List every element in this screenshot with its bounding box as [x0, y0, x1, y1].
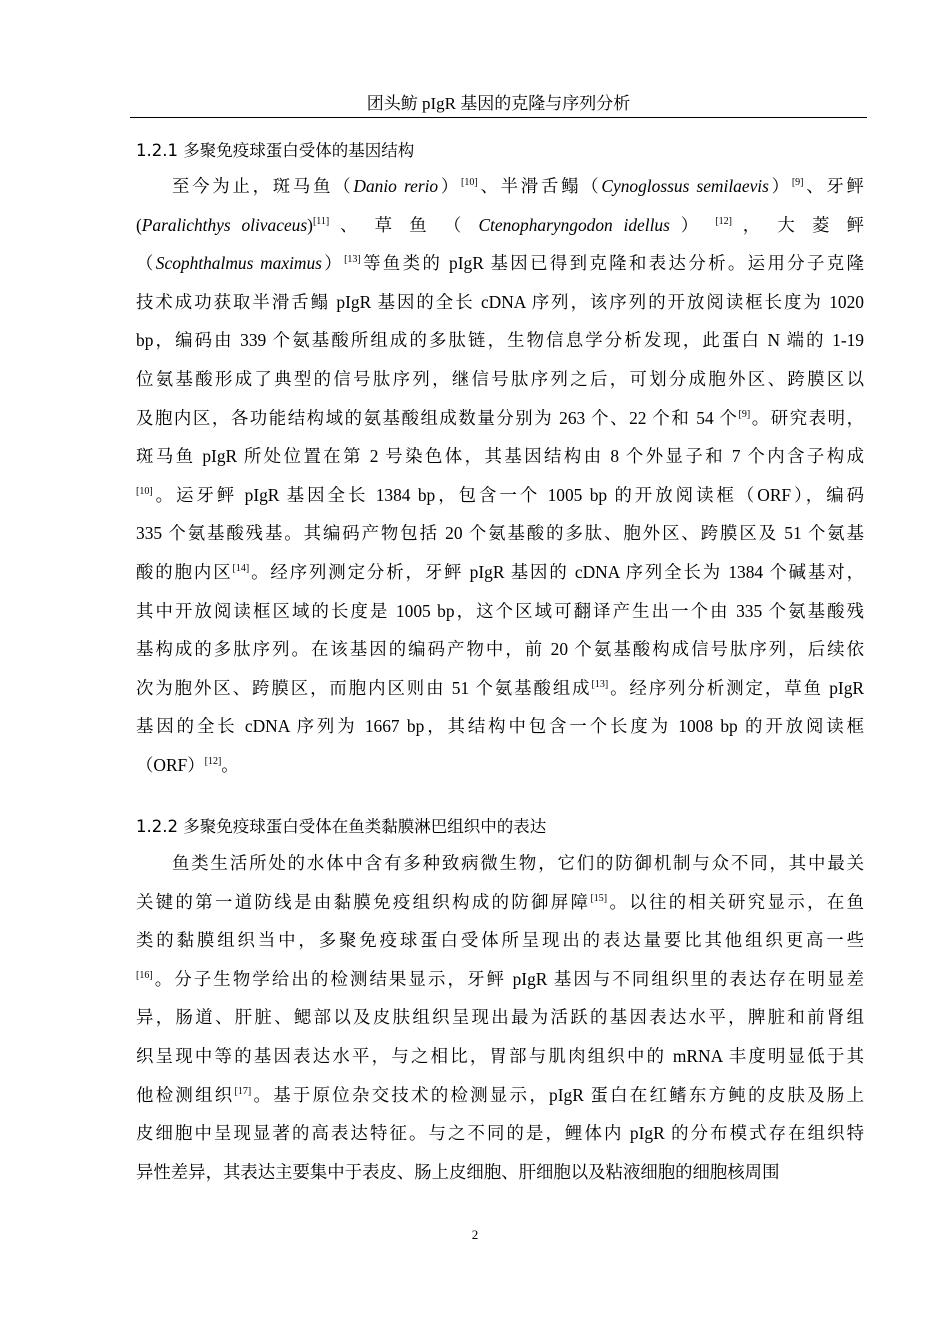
page-number: 2 — [471, 1227, 479, 1242]
citation-ref: [13] — [591, 678, 609, 690]
text-line: [16]。分子生物学给出的检测结果显示，牙鲆 pIgR 基因与不同组织里的表达存在明显差 — [136, 968, 864, 989]
text-line: 至今为止，斑马鱼（Danio rerio）[10]、半滑舌鳎（Cynoglossus semilaevis）[9]、牙鲆 — [172, 176, 864, 196]
species-name: Ctenopharyngodon idellus — [478, 214, 670, 235]
text-line: 异性差异，其表达主要集中于表皮、肠上皮细胞、肝细胞以及粘液细胞的细胞核周围 — [136, 1161, 780, 1182]
text-line: 基构成的多肽序列。在该基因的编码产物中，前 20 个氨基酸构成信号肽序列，后续依 — [136, 639, 864, 660]
text-line: 类的黏膜组织当中，多聚免疫球蛋白受体所呈现出的表达量要比其他组织更高一些 — [136, 930, 864, 951]
text-line: 关键的第一道防线是由黏膜免疫组织构成的防御屏障[15]。以往的相关研究显示，在鱼 — [136, 891, 864, 912]
section-body-1-2-2 — [136, 844, 864, 1191]
section-heading-1-2-2: 1.2.2 多聚免疫球蛋白受体在鱼类黏膜淋巴组织中的表达 — [136, 817, 547, 836]
text-line: 及胞内区，各功能结构域的氨基酸组成数量分别为 263 个、22 个和 54 个[9]。研究表明， — [136, 407, 864, 428]
text-line: 技术成功获取半滑舌鳎 pIgR 基因的全长 cDNA 序列，该序列的开放阅读框长度为 1020 — [136, 291, 864, 312]
section-body-1-2-1 — [136, 167, 864, 785]
text-line: bp，编码由 339 个氨基酸所组成的多肽链，生物信息学分析发现，此蛋白 N 端的 1-19 — [136, 330, 864, 351]
species-name: Danio rerio — [353, 176, 439, 196]
citation-ref: [12] — [715, 215, 732, 227]
text-line: 其中开放阅读框区域的长度是 1005 bp，这个区域可翻译产生出一个由 335 个氨基酸残 — [136, 600, 864, 621]
citation-ref: [10] — [136, 485, 153, 497]
species-name: Paralichthys olivaceus — [141, 214, 308, 235]
citation-ref: [12] — [204, 755, 222, 767]
citation-ref: [15] — [590, 892, 608, 904]
text-line: 斑马鱼 pIgR 所处位置在第 2 号染色体，其基因结构由 8 个外显子和 7 个内含子构成 — [136, 446, 864, 467]
species-name: Cynoglossus semilaevis — [601, 176, 769, 196]
text-line: 皮细胞中呈现显著的高表达特征。与之不同的是，鲤体内 pIgR 的分布模式存在组织特 — [136, 1123, 864, 1144]
text-line: (Paralichthys olivaceus)[11] 、 草 鱼 （ Ctenopharyngodon idellus ） [12] ， 大 菱 鲆 — [136, 214, 864, 235]
citation-ref: [9] — [738, 408, 751, 420]
text-line: 次为胞外区、跨膜区，而胞内区则由 51 个氨基酸组成[13]。经序列分析测定，草鱼 pIgR — [136, 677, 864, 698]
citation-ref: [9] — [791, 177, 804, 188]
text-line: 织呈现中等的基因表达水平，与之相比，胃部与肌肉组织中的 mRNA 丰度明显低于其 — [136, 1045, 864, 1066]
text-line: [10]。运牙鲆 pIgR 基因全长 1384 bp，包含一个 1005 bp 的开放阅读框（ORF），编码 — [136, 484, 864, 505]
text-line: 335 个氨基酸残基。其编码产物包括 20 个氨基酸的多肽、胞外区、跨膜区及 51 个氨基 — [136, 523, 864, 544]
text-line: 他检测组织[17]。基于原位杂交技术的检测显示，pIgR 蛋白在红鳍东方鲀的皮肤及肠上 — [136, 1084, 864, 1105]
citation-ref: [17] — [234, 1085, 252, 1097]
citation-ref: [13] — [344, 254, 361, 266]
citation-ref: [11] — [312, 215, 330, 227]
text-line: 鱼类生活所处的水体中含有多种致病微生物，它们的防御机制与众不同，其中最关 — [172, 853, 864, 873]
header-rule — [130, 117, 867, 118]
citation-ref: [14] — [232, 562, 250, 574]
text-line: 位氨基酸形成了典型的信号肽序列，继信号肽序列之后，可划分成胞外区、跨膜区以 — [136, 368, 864, 389]
text-line: 基因的全长 cDNA 序列为 1667 bp，其结构中包含一个长度为 1008 bp 的开放阅读框 — [136, 716, 864, 737]
text-line: （Scophthalmus maximus）[13]等鱼类的 pIgR 基因已得到克隆和表达分析。运用分子克隆 — [136, 253, 864, 274]
species-name: Scophthalmus maximus — [155, 253, 322, 274]
section-heading-1-2-1: 1.2.1 多聚免疫球蛋白受体的基因结构 — [136, 141, 415, 160]
page-header-title: 团头鲂 pIgR 基因的克隆与序列分析 — [366, 94, 631, 113]
text-line: 酸的胞内区[14]。经序列测定分析，牙鲆 pIgR 基因的 cDNA 序列全长为 1384 个碱基对， — [136, 561, 864, 582]
text-line: （ORF）[12]。 — [136, 754, 239, 775]
citation-ref: [16] — [136, 969, 153, 981]
citation-ref: [10] — [461, 177, 478, 188]
text-line: 异，肠道、肝脏、鳃部以及皮肤组织呈现出最为活跃的基因表达水平，脾脏和前肾组 — [136, 1007, 864, 1028]
